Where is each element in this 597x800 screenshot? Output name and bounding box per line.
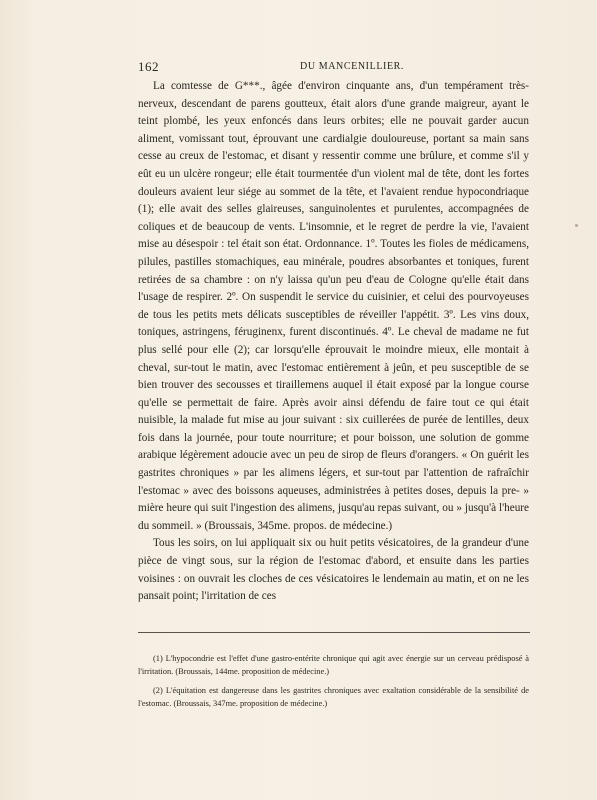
running-head: DU MANCENILLIER. <box>300 61 405 72</box>
footnote-2: (2) L'équitation est dangereuse dans les gastrites chroniques avec exaltation considérable de la sensibilité de l'estomac. (Broussais, 347me. proposition de médecine.) <box>138 686 529 708</box>
paragraph-1: La comtesse de G***., âgée d'environ cinquante ans, d'un tempérament très-nerveux, descendant de parens goutteux, était alors d'une grande maigreur, ayant le teint plombé, les yeux enfoncés dans leurs orbites; elle ne pouvait garder aucun aliment, vomissant tout, éprouvant une cardialgie douloureuse, portant sa main sans cesse au creux de l'estomac, et disant y ressentir comme une brûlure, et comme s'il y eût eu un ulcère rongeur; elle était tourmentée d'un violent mal de tête, dont les fortes douleurs avaient leur siége au sommet de la tête, et l'avaient rendue hypocondriaque (1); elle avait des selles glaireuses, sanguinolentes et purulentes, accompagnées de coliques et de beaucoup de vents. L'insomnie, et le regret de perdre la vie, l'avaient mise au désespoir : tel était son état. Ordonnance. 1º. Toutes les fioles de médicamens, pilules, pastilles stomachiques, eau minérale, poudres absorbantes et toniques, furent retirées de sa chambre : on n'y laissa qu'un peu d'eau de Cologne qu'elle était dans l'usage de respirer. 2º. On suspendit le service du cuisinier, et celui des pourvoyeuses de tous les petits mets délicats susceptibles de réveiller l'appétit. 3º. Les vins doux, toniques, astringens, féruginenx, furent discontinués. 4º. Le cheval de madame ne fut plus sellé pour elle (2); car lorsqu'elle éprouvait le moindre mieux, elle montait à cheval, sur-tout le matin, avec l'estomac entièrement à jeûn, et peu susceptible de se bien trouver des secousses et tiraillemens auquel il était exposé par la longue course qu'elle se permettait de faire. Après avoir ainsi défendu de faire tout ce qui était nuisible, la malade fut mise au jour suivant : six cuillerées de purée de lentilles, deux fois dans la journée, pour toute nourriture; et pour boisson, une solution de gomme arabique légèrement adoucie avec un peu de sirop de fleurs d'orangers. « On guérit les gastrites chroniques » par les alimens légers, et sur-tout par l'attention de rafraîchir l'estomac » avec des boissons aqueuses, administrées à petites doses, depuis la pre- » mière heure qui suit l'ingestion des alimens, jusqu'au repas suivant, ou » jusqu'à l'heure du sommeil. » (Broussais, 345me. propos. de médecine.) <box>138 80 529 532</box>
footnote-divider <box>138 632 530 633</box>
body-text <box>138 78 529 606</box>
page-number: 162 <box>138 59 159 74</box>
paragraph-2: Tous les soirs, on lui appliquait six ou huit petits vésicatoires, de la grandeur d'une pièce de vingt sous, sur la région de l'estomac d'abord, et ensuite dans les parties voisines : on ouvrait les cloches de ces vésicatoires le lendemain au matin, et on ne les pansait point; l'irritation de ces <box>138 537 529 603</box>
page-header <box>138 59 530 75</box>
footnotes <box>138 652 529 716</box>
paper-speck <box>575 224 578 227</box>
footnote-1: (1) L'hypocondrie est l'effet d'une gastro-entérite chronique qui agit avec énergie sur un cerveau prédisposé à l'irritation. (Broussais, 144me. proposition de médecine.) <box>138 654 529 676</box>
